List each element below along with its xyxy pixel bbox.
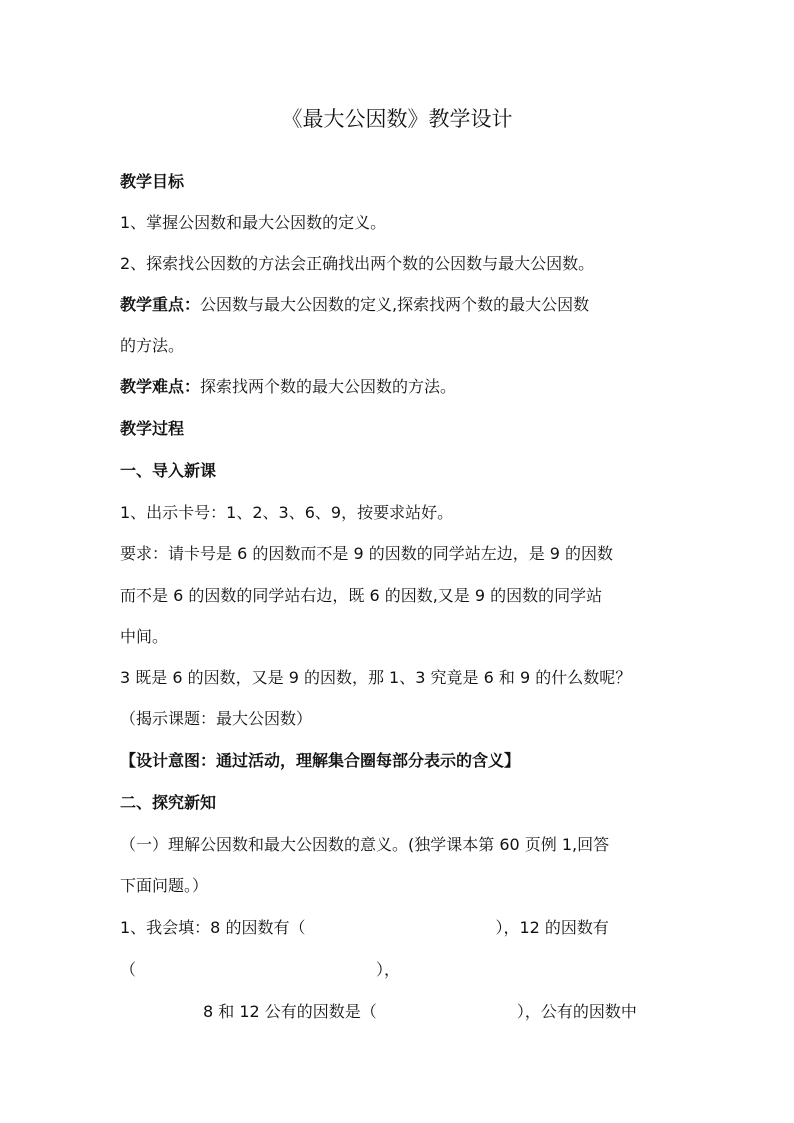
requirement-line-1: 要求：请卡号是 6 的因数而不是 9 的因数的同学站左边，是 9 的因数 [120, 544, 614, 563]
fill-in-1-prefix: 1、我会填：8 的因数有（ [120, 918, 306, 937]
requirement-line-3: 中间。 [120, 627, 169, 646]
design-intent-line: 【设计意图：通过活动，理解集合圈每部分表示的含义】 [120, 751, 521, 770]
section-2-heading: 二、探究新知 [120, 793, 217, 812]
difficulty-line [120, 376, 456, 398]
fill-in-line-1 [120, 917, 609, 939]
part-1-line-2: 下面问题。） [120, 876, 209, 895]
difficulty-label: 教学难点： [120, 377, 201, 396]
reveal-topic-line: （揭示课题：最大公因数） [120, 709, 313, 728]
document-title: 《最大公因数》教学设计 [281, 107, 513, 131]
question-line: 3 既是 6 的因数，又是 9 的因数，那 1、3 究竟是 6 和 9 的什么数呢？ [120, 668, 632, 687]
fill-in-1-suffix: ），12 的因数有 [495, 918, 609, 937]
fill-in-3-suffix: ），公有的因数中 [516, 1002, 637, 1021]
fill-in-line-3 [203, 1001, 637, 1023]
key-points-label: 教学重点： [120, 295, 201, 314]
requirement-line-2: 而不是 6 的因数的同学站右边，既 6 的因数,又是 9 的因数的同学站 [120, 586, 603, 605]
difficulty-text: 探索找两个数的最大公因数的方法。 [200, 377, 457, 396]
part-1-line-1: （一）理解公因数和最大公因数的意义。(独学课本第 60 页例 1,回答 [120, 835, 610, 854]
key-points-continuation: 的方法。 [120, 336, 185, 355]
fill-in-3-prefix: 8 和 12 公有的因数是（ [203, 1002, 377, 1021]
key-points-line [120, 294, 589, 316]
objectives-heading: 教学目标 [120, 172, 185, 191]
process-heading: 教学过程 [120, 419, 185, 438]
fill-in-2-prefix: （ [120, 960, 137, 979]
fill-in-line-2 [120, 959, 400, 981]
fill-in-2-suffix: ）， [376, 960, 401, 979]
section-1-heading: 一、导入新课 [120, 461, 217, 480]
key-points-text: 公因数与最大公因数的定义,探索找两个数的最大公因数 [200, 295, 590, 314]
intro-step-1: 1、出示卡号：1、2、3、6、9，按要求站好。 [120, 503, 454, 522]
objective-2: 2、探索找公因数的方法会正确找出两个数的公因数与最大公因数。 [120, 254, 595, 273]
objective-1: 1、掌握公因数和最大公因数的定义。 [120, 213, 387, 232]
